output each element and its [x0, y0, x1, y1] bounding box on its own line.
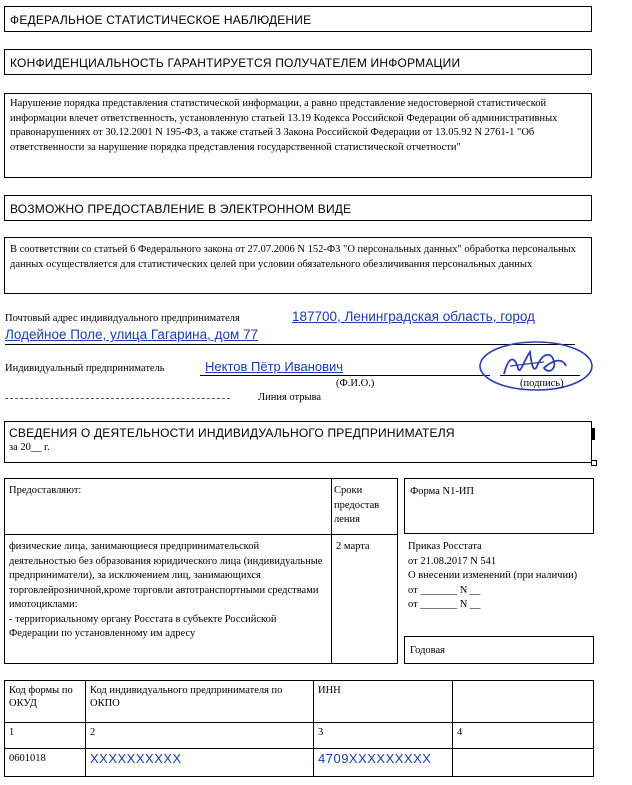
deadline-header: Сроки предостав ления [334, 485, 380, 525]
violation-box [4, 93, 592, 178]
codes-table [4, 680, 594, 777]
codes-number-3: 3 [314, 723, 453, 749]
provider-text [9, 540, 327, 642]
address-line-1: 187700, Ленинградская область, город [292, 309, 535, 324]
tear-line-label: Линия отрыва [258, 392, 322, 403]
periodicity-box [404, 636, 594, 664]
observation-box [4, 6, 592, 32]
order-line-1: Приказ Росстата [408, 541, 482, 552]
corner-mark-bottom [591, 460, 597, 466]
codes-value-row [5, 749, 594, 777]
codes-value-okud: 0601018 [5, 749, 86, 777]
submission-col-divider [331, 478, 332, 664]
fio-caption: (Ф.И.О.) [336, 378, 375, 389]
deadline-value: 2 марта [336, 541, 370, 552]
submission-row-divider [4, 534, 398, 535]
codes-value-okpo: XXXXXXXXXX [86, 749, 314, 777]
order-block [408, 540, 588, 613]
order-line-2: от 21.08.2017 N 541 [408, 555, 497, 567]
amend-from-2: от _______ N __ [408, 599, 481, 610]
codes-value-inn: 4709XXXXXXXXX [314, 749, 453, 777]
provider-text-2: - территориальному органу Росстата в субъекте Российской Федерации по установленному им адресу [9, 613, 277, 639]
periodicity: Годовая [410, 645, 445, 656]
confidentiality-title: КОНФИДЕНЦИАЛЬНОСТЬ ГАРАНТИРУЕТСЯ ПОЛУЧАТЕЛЕМ ИНФОРМАЦИИ [10, 56, 461, 70]
personal-data-text: В соответствии со статьей 6 Федерального закона от 27.07.2006 N 152-ФЗ "О персональных данных" обработка персональных данных осуществляется для статистических целей при условии обязательного обезличивания персональных данных [10, 244, 576, 270]
name-underline [200, 375, 490, 376]
codes-header-empty [453, 681, 594, 723]
corner-mark-top [592, 428, 595, 440]
codes-number-row [5, 723, 594, 749]
signature-caption: (подпись) [520, 378, 564, 389]
report-year: за 20__ г. [9, 442, 50, 453]
codes-header-inn: ИНН [314, 681, 453, 723]
violation-text: Нарушение порядка представления статистической информации, а равно представление недостоверной статистической информации влечет ответственность, установленную статьей 13.19 Кодекса Российской Федерации об административных правонарушениях от 30.12.2001 N 195-ФЗ, а также статьей 3 Закона Российской Федерации от 13.05.92 N 2761-1 "Об ответственности за нарушение порядка представления государственной статистической отчетности" [10, 98, 558, 153]
entrepreneur-name: Нектов Пётр Иванович [205, 359, 344, 374]
signature-underline [500, 375, 580, 376]
electronic-box [4, 195, 592, 221]
codes-number-2: 2 [86, 723, 314, 749]
report-title-box [4, 421, 592, 463]
tear-line-dashes [5, 398, 230, 399]
form-number: Форма N1-ИП [410, 486, 474, 497]
provide-header: Предоставляют: [9, 485, 82, 496]
provider-text-1: физические лица, занимающиеся предпринимательской деятельностью без образования юридического лица (индивидуальные предприниматели), за исключением лиц, занимающихся торговлейрозничной,кроме торговли автотранспортными средствами имотоциклами: [9, 541, 323, 610]
amend-line: О внесении изменений (при наличии) [408, 570, 578, 581]
observation-title: ФЕДЕРАЛЬНОЕ СТАТИСТИЧЕСКОЕ НАБЛЮДЕНИЕ [10, 13, 312, 27]
personal-data-box [4, 237, 592, 294]
electronic-title: ВОЗМОЖНО ПРЕДОСТАВЛЕНИЕ В ЭЛЕКТРОННОМ ВИДЕ [10, 202, 352, 216]
codes-number-1: 1 [5, 723, 86, 749]
codes-header-okud: Код формы по ОКУД [5, 681, 86, 723]
codes-value-empty [453, 749, 594, 777]
report-title: СВЕДЕНИЯ О ДЕЯТЕЛЬНОСТИ ИНДИВИДУАЛЬНОГО ПРЕДПРИНИМАТЕЛЯ [9, 426, 455, 440]
confidentiality-box [4, 49, 592, 75]
form-number-box [404, 478, 594, 534]
codes-number-4: 4 [453, 723, 594, 749]
codes-header-row [5, 681, 594, 723]
entrepreneur-label: Индивидуальный предприниматель [5, 363, 165, 374]
amend-from-1: от _______ N __ [408, 584, 481, 596]
codes-header-okpo: Код индивидуального предпринимателя по ОКПО [86, 681, 314, 723]
address-line-2: Лодейное Поле, улица Гагарина, дом 77 [5, 327, 259, 342]
address-label: Почтовый адрес индивидуального предпринимателя [5, 313, 240, 324]
